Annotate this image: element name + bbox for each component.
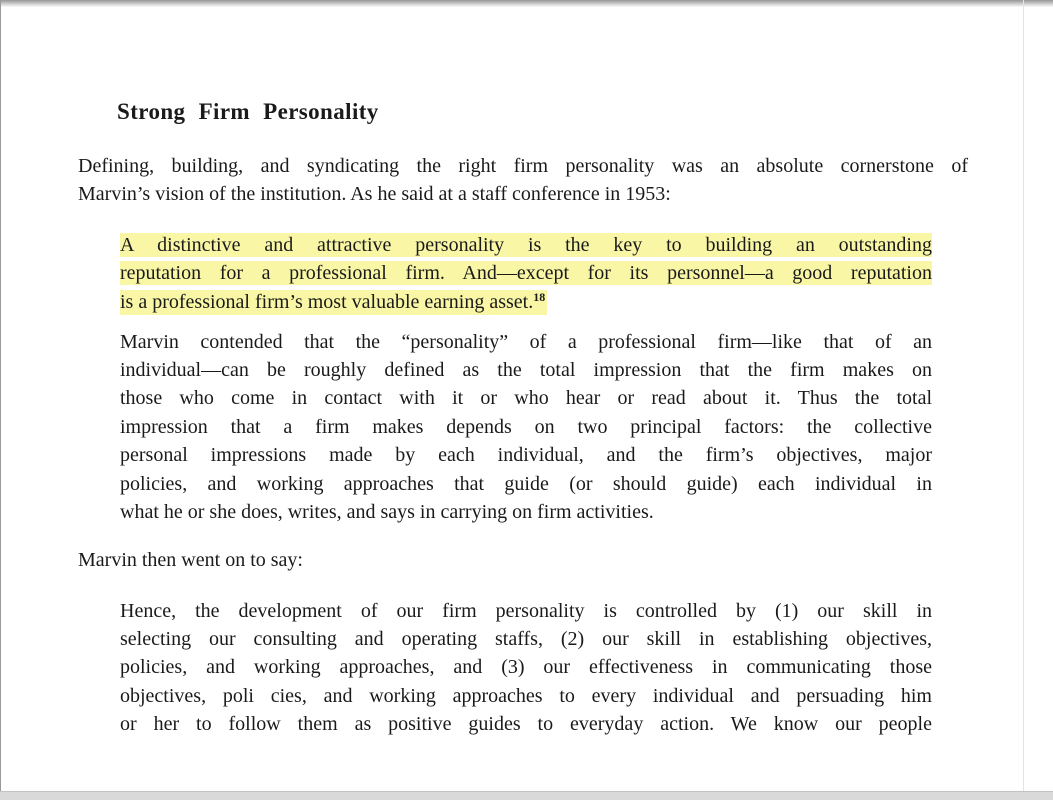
highlighted-text-line bbox=[120, 290, 932, 314]
page-right-edge-line bbox=[1023, 0, 1024, 792]
text-line: what he or she does, writes, and says in carrying on firm activities. bbox=[120, 500, 654, 523]
text-line: Marvin contended that the “personality” of a professional firm—like that of an bbox=[120, 330, 932, 353]
footnote-reference: 18 bbox=[533, 289, 546, 304]
text-line: policies, and working approaches that guide (or should guide) each individual in bbox=[120, 472, 932, 495]
section-heading: Strong Firm Personality bbox=[117, 99, 379, 124]
text-line: individual—can be roughly defined as the total impression that the firm makes on bbox=[120, 358, 932, 381]
text-line: objectives, poli cies, and working approaches to every individual and persuading him bbox=[120, 684, 932, 707]
text-line: Defining, building, and syndicating the right firm personality was an absolute cornerstone of bbox=[78, 155, 968, 177]
text-line: those who come in contact with it or who hear or read about it. Thus the total bbox=[120, 387, 932, 410]
text-line: Marvin’s vision of the institution. As he said at a staff conference in 1953: bbox=[78, 183, 671, 206]
page-content bbox=[78, 0, 968, 739]
text-line: selecting our consulting and operating staffs, (2) our skill in establishing objectives, bbox=[120, 628, 932, 651]
text-line: personal impressions made by each individual, and the firm’s objectives, major bbox=[120, 444, 932, 467]
text-line: or her to follow them as positive guides to everyday action. We know our people bbox=[120, 713, 932, 736]
text-line: Hence, the development of our firm personality is controlled by (1) our skill in bbox=[120, 599, 932, 622]
highlighted-text-line: A distinctive and attractive personality is the key to building an outstanding bbox=[120, 233, 932, 256]
page-left-edge-line bbox=[0, 0, 1, 800]
text-line: impression that a firm makes depends on two principal factors: the collective bbox=[120, 415, 932, 438]
highlight-span bbox=[120, 290, 547, 315]
page-bottom-edge bbox=[0, 791, 1053, 800]
blockquote-personality bbox=[120, 328, 932, 527]
transition-paragraph bbox=[78, 546, 968, 574]
highlighted-text-line: reputation for a professional firm. And—except for its personnel—a good reputation bbox=[120, 262, 932, 285]
quote-text: is a professional firm’s most valuable earning asset. bbox=[120, 290, 534, 313]
text-line: Marvin then went on to say: bbox=[78, 549, 303, 572]
highlighted-blockquote bbox=[120, 233, 932, 314]
intro-paragraph bbox=[78, 152, 968, 209]
blockquote-development bbox=[120, 597, 932, 739]
text-line: policies, and working approaches, and (3) our effectiveness in communicating those bbox=[120, 656, 932, 679]
